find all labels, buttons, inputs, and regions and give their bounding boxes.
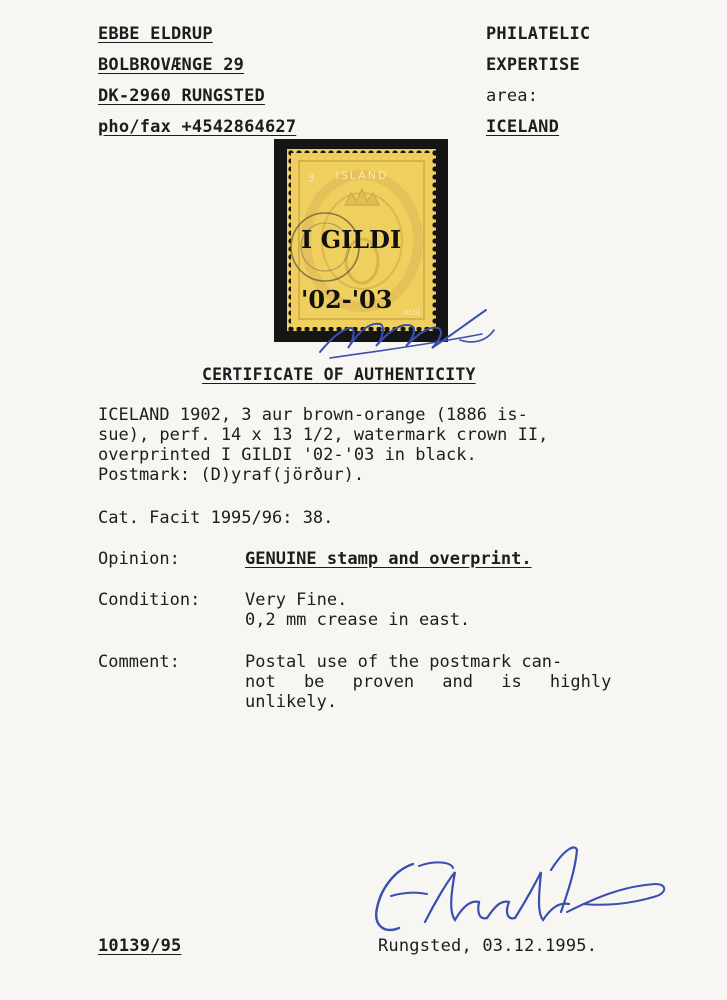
- stamp-country-text: ISLAND: [335, 169, 389, 182]
- expertise-line2: EXPERTISE: [486, 55, 580, 75]
- stamp-signature: [310, 300, 500, 370]
- opinion-value: GENUINE stamp and overprint.: [245, 549, 532, 569]
- opinion-label: Opinion:: [98, 549, 180, 569]
- description-line-2: sue), perf. 14 x 13 1/2, watermark crown II,: [98, 425, 549, 445]
- sender-city: DK-2960 RUNGSTED: [98, 86, 265, 106]
- sender-street: BOLBROVÆNGE 29: [98, 55, 245, 75]
- expertise-line1: PHILATELIC: [486, 24, 591, 44]
- overprint-top: I GILDI: [301, 225, 402, 254]
- comment-line-3: unlikely.: [245, 692, 338, 712]
- stamp-currency-text: AUR: [403, 308, 421, 317]
- condition-line-1: Very Fine.: [245, 590, 348, 610]
- sender-name: EBBE ELDRUP: [98, 24, 213, 44]
- area-label: area:: [486, 86, 539, 106]
- expert-signature: [355, 842, 675, 942]
- description-line-4: Postmark: (D)yraf(jörður).: [98, 465, 365, 485]
- certificate-title: CERTIFICATE OF AUTHENTICITY: [202, 365, 476, 384]
- place-and-date: Rungsted, 03.12.1995.: [378, 936, 598, 956]
- comment-line-1: Postal use of the postmark can-: [245, 652, 563, 672]
- description-line-3: overprinted I GILDI '02-'03 in black.: [98, 445, 477, 465]
- comment-line-2: not be proven and is highly: [245, 672, 612, 692]
- stamp-value-text: 3: [307, 173, 315, 184]
- sender-phone: pho/fax +4542864627: [98, 117, 297, 137]
- catalogue-reference: Cat. Facit 1995/96: 38.: [98, 508, 334, 528]
- description-line-1: ICELAND 1902, 3 aur brown-orange (1886 is-: [98, 405, 528, 425]
- overprint-bottom: '02-'03: [301, 285, 393, 314]
- comment-label: Comment:: [98, 652, 180, 672]
- area-value: ICELAND: [486, 117, 560, 137]
- certificate-number: 10139/95: [98, 936, 182, 956]
- condition-line-2: 0,2 mm crease in east.: [245, 610, 471, 630]
- condition-label: Condition:: [98, 590, 201, 610]
